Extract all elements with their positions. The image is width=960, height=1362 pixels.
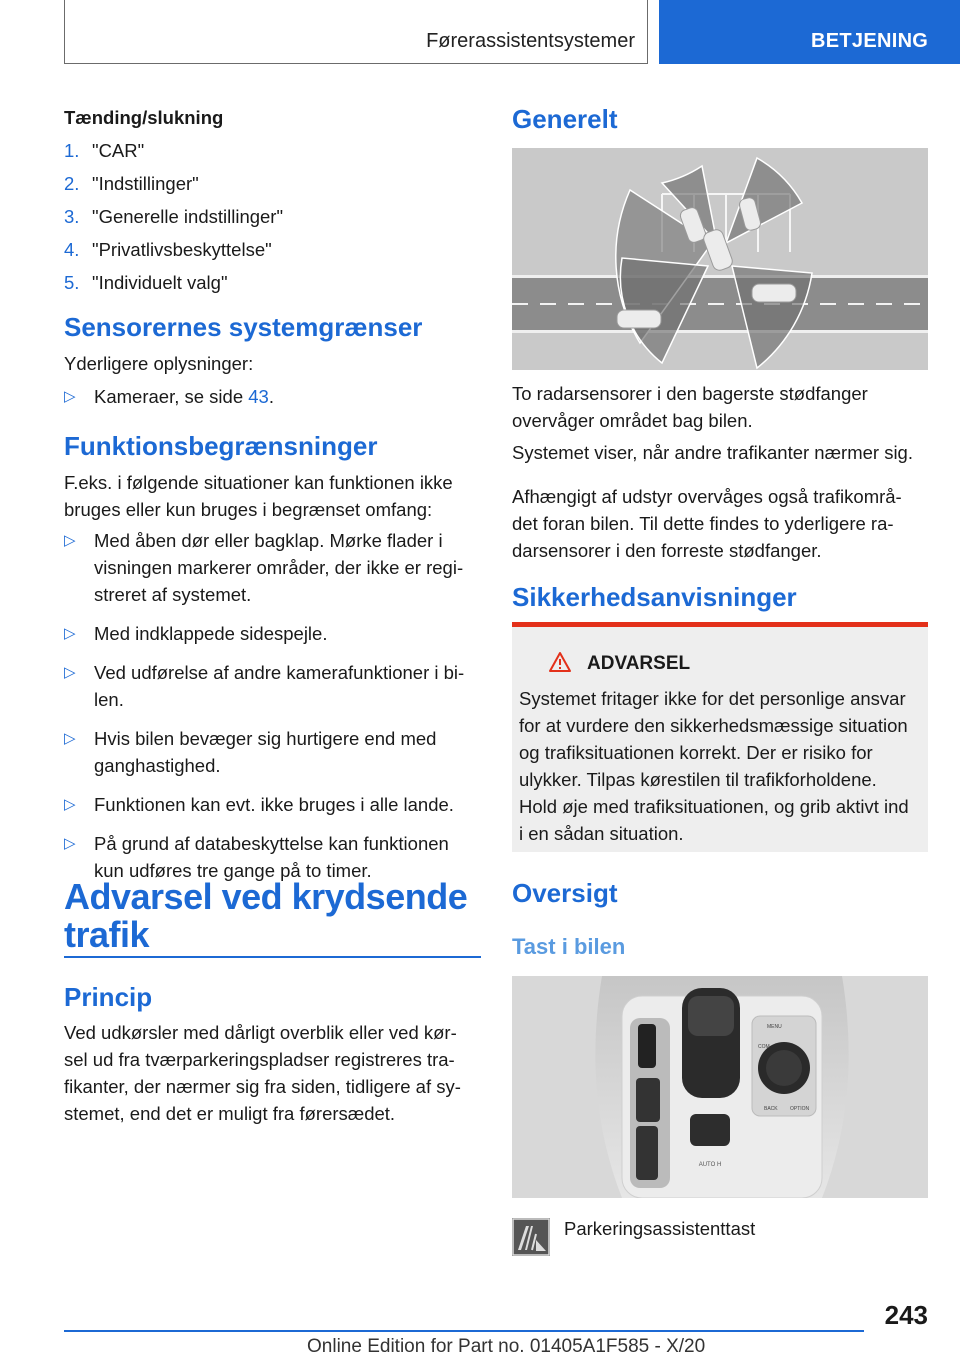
warning-text [519, 685, 924, 847]
principle-line: stemet, end det er muligt fra førersædet. [64, 1103, 396, 1124]
bullet-line: ganghastighed. [94, 755, 221, 776]
option-label: OPTION [790, 1106, 810, 1112]
step-number: 1. [64, 140, 80, 161]
bullet-line: Med åben dør eller bagklap. Mørke flader i [94, 530, 443, 551]
general-paragraph-1 [512, 380, 928, 434]
footer-edition-text: Online Edition for Part no. 01405A1F585 - X/20 [307, 1336, 706, 1357]
overview-heading: Oversigt [512, 878, 618, 908]
header-chapter-tab-label: BETJENING [811, 30, 929, 52]
limits-bullet-text: Kameraer, se side [94, 386, 249, 407]
header-section-title: Førerassistentsystemer [426, 30, 635, 52]
step-item [64, 236, 481, 263]
step-number: 4. [64, 239, 80, 260]
warning-title: ADVARSEL [587, 653, 691, 674]
step-number: 3. [64, 206, 80, 227]
chapter-title-line: Advarsel ved krydsende [64, 876, 468, 917]
warning-line: og trafiksituationen korrekt. Der er risiko for [519, 742, 873, 763]
bullet-triangle-icon: ▷ [64, 730, 76, 747]
back-label: BACK [764, 1106, 778, 1112]
step-item [64, 269, 481, 296]
chapter-title [64, 878, 481, 954]
step-item [64, 170, 481, 197]
step-text: "Indstillinger" [92, 173, 199, 194]
function-limit-item [64, 659, 481, 713]
header-chapter-tab[interactable] [659, 0, 960, 64]
function-limits-intro-line: F.eks. i følgende situationer kan funktionen ikke [64, 472, 453, 493]
radar-sensor-illustration [512, 148, 928, 370]
auto-hold-label: AUTO H [698, 1162, 722, 1168]
warning-line: ulykker. Tilpas kørestilen til trafikforholdene. [519, 769, 877, 790]
general-heading: Generelt [512, 104, 618, 134]
bullet-triangle-icon: ▷ [64, 664, 76, 681]
bullet-line: Funktionen kan evt. ikke bruges i alle lande. [94, 794, 454, 815]
limits-bullet-end: . [268, 386, 274, 407]
bullet-line: visningen markerer områder, der ikke er regi- [94, 557, 464, 578]
general-line: det foran bilen. Til dette findes to yderligere ra- [512, 513, 894, 534]
step-number: 2. [64, 173, 80, 194]
function-limit-item [64, 527, 481, 608]
parking-assistant-icon [512, 1218, 550, 1256]
toggle-heading: Tænding/slukning [64, 107, 224, 128]
principle-line: fikanter, der nærmer sig fra siden, tidligere af sy- [64, 1076, 461, 1097]
general-line: overvåger området bag bilen. [512, 410, 753, 431]
function-limits-list [64, 527, 481, 884]
chapter-divider [64, 956, 481, 958]
safety-heading: Sikkerhedsanvisninger [512, 582, 797, 612]
footer-divider [64, 1330, 864, 1332]
general-paragraph-2: Systemet viser, når andre trafikanter nærmer sig. [512, 442, 913, 463]
button-subheading: Tast i bilen [512, 934, 626, 959]
menu-label: MENU [767, 1024, 782, 1030]
function-limits-intro [64, 469, 453, 523]
warning-box [512, 622, 928, 852]
step-text: "Individuelt valg" [92, 272, 228, 293]
function-limits-intro-line: bruges eller kun bruges i begrænset omfang: [64, 499, 433, 520]
bullet-line: len. [94, 689, 124, 710]
function-limit-item [64, 791, 481, 818]
steps-list [64, 131, 481, 296]
bullet-line: Med indklappede sidespejle. [94, 623, 328, 644]
warning-triangle-icon [548, 651, 572, 673]
general-line: Afhængigt af udstyr overvåges også trafikområ- [512, 486, 902, 507]
com-label: COM [758, 1044, 770, 1050]
bullet-line: På grund af databeskyttelse kan funktionen [94, 833, 449, 854]
bullet-line: streret af systemet. [94, 584, 252, 605]
step-item [64, 137, 481, 164]
step-number: 5. [64, 272, 80, 293]
chapter-title-line: trafik [64, 914, 150, 955]
step-text: "CAR" [92, 140, 145, 161]
step-item [64, 203, 481, 230]
bullet-line: kun udføres tre gange på to timer. [94, 860, 372, 881]
warning-line: Systemet fritager ikke for det personlige ansvar [519, 688, 906, 709]
page-reference-link[interactable]: 43 [248, 386, 269, 407]
bullet-triangle-icon: ▷ [64, 532, 76, 549]
bullet-line: Ved udførelse af andre kamerafunktioner i bi- [94, 662, 465, 683]
principle-heading: Princip [64, 982, 153, 1012]
bullet-line: Hvis bilen bevæger sig hurtigere end med [94, 728, 437, 749]
principle-line: sel ud fra tværparkeringspladser registreres tra- [64, 1049, 455, 1070]
principle-line: Ved udkørsler med dårligt overblik eller ved kør- [64, 1022, 457, 1043]
step-text: "Generelle indstillinger" [92, 206, 284, 227]
center-console-photo [512, 976, 928, 1198]
step-text: "Privatlivsbeskyttelse" [92, 239, 272, 260]
bullet-triangle-icon: ▷ [64, 625, 76, 642]
general-line: darsensorer i den forreste stødfanger. [512, 540, 822, 561]
general-paragraph-3 [512, 483, 928, 564]
limits-intro: Yderligere oplysninger: [64, 353, 254, 374]
warning-line: for at vurdere den sikkerhedsmæssige situation [519, 715, 908, 736]
bullet-triangle-icon: ▷ [64, 835, 76, 852]
function-limit-item [64, 725, 481, 779]
bullet-triangle-icon: ▷ [64, 796, 76, 813]
function-limit-item [64, 620, 481, 647]
limits-bullet [64, 383, 511, 410]
warning-line: Hold øje med trafiksituationen, og grib aktivt ind [519, 796, 909, 817]
bullet-triangle-icon: ▷ [64, 388, 76, 405]
parking-assistant-caption: Parkeringsassistenttast [564, 1218, 756, 1239]
warning-line: i en sådan situation. [519, 823, 684, 844]
header-section-box [64, 0, 648, 64]
principle-text [64, 1019, 481, 1127]
general-line: To radarsensorer i den bagerste stødfanger [512, 383, 868, 404]
function-limits-heading: Funktionsbegrænsninger [64, 431, 378, 461]
page-number: 243 [884, 1300, 928, 1330]
limits-heading: Sensorernes systemgrænser [64, 312, 423, 342]
